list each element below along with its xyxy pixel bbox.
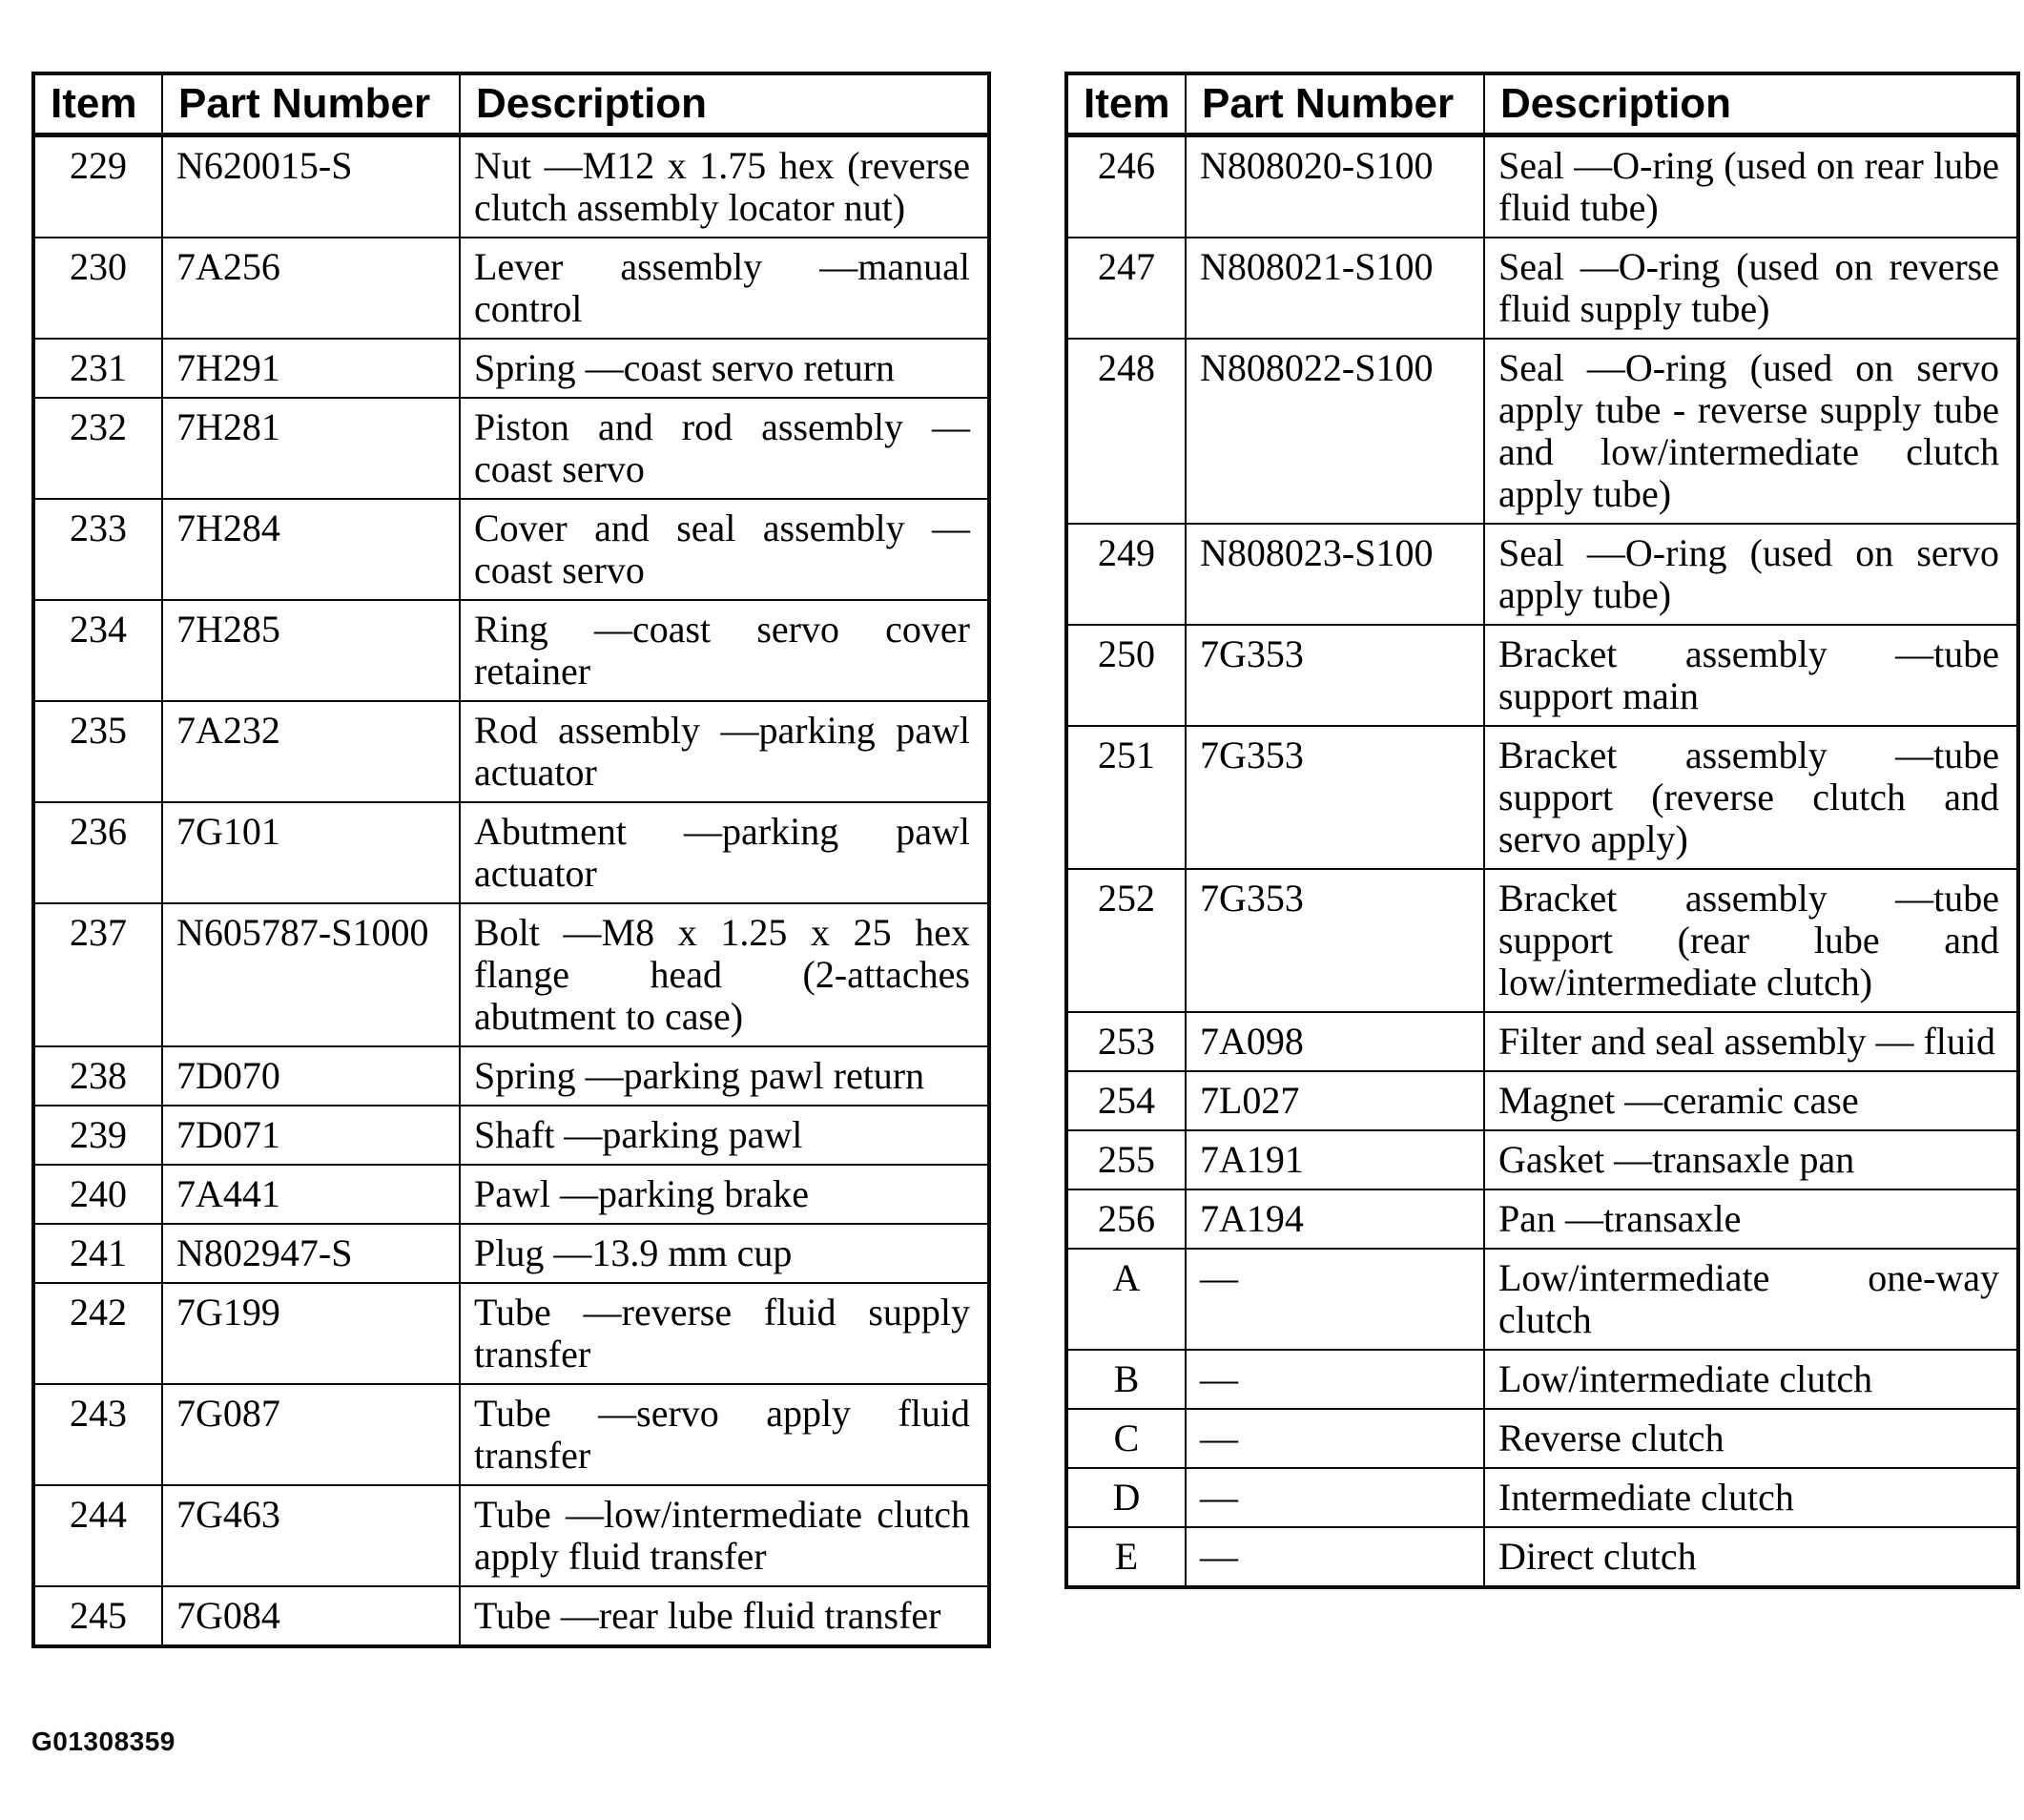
description-cell: Rod assembly —parking pawl actuator [460, 701, 989, 802]
table-row [1066, 339, 2018, 524]
item-cell: 244 [33, 1485, 162, 1586]
figure-id-label: G01308359 [31, 1727, 176, 1756]
table-row [1066, 1071, 2018, 1130]
description-cell: Low/intermediate one-way clutch [1484, 1249, 2018, 1350]
part-number-cell: 7A194 [1186, 1189, 1484, 1249]
description-cell: Seal —O-ring (used on rear lube fluid tube) [1484, 135, 2018, 238]
item-cell: 254 [1066, 1071, 1186, 1130]
description-cell: Direct clutch [1484, 1527, 2018, 1587]
part-number-cell: 7G084 [162, 1586, 460, 1646]
table-row [33, 1384, 989, 1485]
header-row [1066, 73, 2018, 135]
part-number-cell: 7A232 [162, 701, 460, 802]
table-row [33, 135, 989, 238]
part-number-cell: 7H291 [162, 339, 460, 398]
table-row [1066, 1527, 2018, 1587]
table-row [1066, 1249, 2018, 1350]
item-cell: 234 [33, 600, 162, 701]
table-row [33, 1283, 989, 1384]
table-row [33, 1046, 989, 1106]
item-cell: 245 [33, 1586, 162, 1646]
part-number-cell: N620015-S [162, 135, 460, 238]
description-cell: Plug —13.9 mm cup [460, 1224, 989, 1283]
part-number-cell: 7D070 [162, 1046, 460, 1106]
item-cell: 243 [33, 1384, 162, 1485]
item-cell: D [1066, 1468, 1186, 1527]
item-cell: 232 [33, 398, 162, 499]
part-number-cell: — [1186, 1468, 1484, 1527]
column-header-item: Item [1066, 73, 1186, 135]
table-row [1066, 1350, 2018, 1409]
description-cell: Cover and seal assembly — coast servo [460, 499, 989, 600]
table-row [1066, 625, 2018, 726]
description-cell: Intermediate clutch [1484, 1468, 2018, 1527]
part-number-cell: — [1186, 1409, 1484, 1468]
column-header-item: Item [33, 73, 162, 135]
part-number-cell: 7L027 [1186, 1071, 1484, 1130]
part-number-cell: 7G463 [162, 1485, 460, 1586]
parts-table-right [1064, 72, 2020, 1589]
column-header-description: Description [1484, 73, 2018, 135]
description-cell: Seal —O-ring (used on servo apply tube) [1484, 524, 2018, 625]
item-cell: 256 [1066, 1189, 1186, 1249]
table-row [33, 1224, 989, 1283]
description-cell: Seal —O-ring (used on reverse fluid supply tube) [1484, 238, 2018, 339]
description-cell: Tube —reverse fluid supply transfer [460, 1283, 989, 1384]
item-cell: 242 [33, 1283, 162, 1384]
description-cell: Abutment —parking pawl actuator [460, 802, 989, 903]
part-number-cell: N808022-S100 [1186, 339, 1484, 524]
table-row [33, 398, 989, 499]
table-row [1066, 238, 2018, 339]
description-cell: Bolt —M8 x 1.25 x 25 hex flange head (2-attaches abutment to case) [460, 903, 989, 1046]
item-cell: A [1066, 1249, 1186, 1350]
description-cell: Lever assembly —manual control [460, 238, 989, 339]
table-row [1066, 135, 2018, 238]
part-number-cell: 7H281 [162, 398, 460, 499]
table-row [1066, 726, 2018, 869]
part-number-cell: 7A441 [162, 1165, 460, 1224]
description-cell: Ring —coast servo cover retainer [460, 600, 989, 701]
item-cell: 238 [33, 1046, 162, 1106]
part-number-cell: 7A098 [1186, 1012, 1484, 1071]
part-number-cell: N802947-S [162, 1224, 460, 1283]
part-number-cell: 7G353 [1186, 625, 1484, 726]
item-cell: B [1066, 1350, 1186, 1409]
description-cell: Seal —O-ring (used on servo apply tube - reverse supply tube and low/intermediate clutch apply tube) [1484, 339, 2018, 524]
part-number-cell: — [1186, 1350, 1484, 1409]
item-cell: 235 [33, 701, 162, 802]
description-cell: Low/intermediate clutch [1484, 1350, 2018, 1409]
item-cell: 249 [1066, 524, 1186, 625]
item-cell: 248 [1066, 339, 1186, 524]
item-cell: 253 [1066, 1012, 1186, 1071]
item-cell: 239 [33, 1106, 162, 1165]
description-cell: Pan —transaxle [1484, 1189, 2018, 1249]
table-row [1066, 1409, 2018, 1468]
part-number-cell: 7G101 [162, 802, 460, 903]
description-cell: Tube —rear lube fluid transfer [460, 1586, 989, 1646]
part-number-cell: 7G353 [1186, 726, 1484, 869]
item-cell: 246 [1066, 135, 1186, 238]
description-cell: Magnet —ceramic case [1484, 1071, 2018, 1130]
description-cell: Tube —low/intermediate clutch apply fluid transfer [460, 1485, 989, 1586]
part-number-cell: 7A256 [162, 238, 460, 339]
table-row [1066, 1012, 2018, 1071]
table-row [33, 339, 989, 398]
item-cell: 241 [33, 1224, 162, 1283]
description-cell: Piston and rod assembly — coast servo [460, 398, 989, 499]
table-row [33, 1485, 989, 1586]
description-cell: Bracket assembly —tube support (rear lube and low/intermediate clutch) [1484, 869, 2018, 1012]
item-cell: 237 [33, 903, 162, 1046]
description-cell: Nut —M12 x 1.75 hex (reverse clutch assembly locator nut) [460, 135, 989, 238]
table-row [33, 1106, 989, 1165]
item-cell: 250 [1066, 625, 1186, 726]
item-cell: C [1066, 1409, 1186, 1468]
part-number-cell: — [1186, 1249, 1484, 1350]
item-cell: 233 [33, 499, 162, 600]
description-cell: Tube —servo apply fluid transfer [460, 1384, 989, 1485]
part-number-cell: 7A191 [1186, 1130, 1484, 1189]
column-header-part-number: Part Number [162, 73, 460, 135]
table-row [1066, 869, 2018, 1012]
item-cell: 252 [1066, 869, 1186, 1012]
part-number-cell: 7D071 [162, 1106, 460, 1165]
table-row [1066, 524, 2018, 625]
item-cell: 247 [1066, 238, 1186, 339]
part-number-cell: 7G353 [1186, 869, 1484, 1012]
table-row [33, 701, 989, 802]
item-cell: 230 [33, 238, 162, 339]
item-cell: 240 [33, 1165, 162, 1224]
description-cell: Spring —parking pawl return [460, 1046, 989, 1106]
description-cell: Bracket assembly —tube support main [1484, 625, 2018, 726]
table-row [33, 499, 989, 600]
table-row [33, 1165, 989, 1224]
table-row [1066, 1130, 2018, 1189]
description-cell: Bracket assembly —tube support (reverse clutch and servo apply) [1484, 726, 2018, 869]
part-number-cell: N808020-S100 [1186, 135, 1484, 238]
description-cell: Gasket —transaxle pan [1484, 1130, 2018, 1189]
item-cell: 255 [1066, 1130, 1186, 1189]
table-row [1066, 1189, 2018, 1249]
table-row [33, 903, 989, 1046]
part-number-cell: 7G087 [162, 1384, 460, 1485]
table-row [1066, 1468, 2018, 1527]
description-cell: Filter and seal assembly — fluid [1484, 1012, 2018, 1071]
part-number-cell: 7H285 [162, 600, 460, 701]
part-number-cell: N605787-S1000 [162, 903, 460, 1046]
part-number-cell: 7G199 [162, 1283, 460, 1384]
item-cell: E [1066, 1527, 1186, 1587]
item-cell: 231 [33, 339, 162, 398]
part-number-cell: 7H284 [162, 499, 460, 600]
part-number-cell: N808021-S100 [1186, 238, 1484, 339]
part-number-cell: — [1186, 1527, 1484, 1587]
item-cell: 251 [1066, 726, 1186, 869]
description-cell: Pawl —parking brake [460, 1165, 989, 1224]
description-cell: Spring —coast servo return [460, 339, 989, 398]
table-row [33, 600, 989, 701]
item-cell: 229 [33, 135, 162, 238]
table-row [33, 238, 989, 339]
item-cell: 236 [33, 802, 162, 903]
parts-table-left [31, 72, 991, 1648]
description-cell: Shaft —parking pawl [460, 1106, 989, 1165]
table-row [33, 1586, 989, 1646]
column-header-description: Description [460, 73, 989, 135]
description-cell: Reverse clutch [1484, 1409, 2018, 1468]
header-row [33, 73, 989, 135]
table-row [33, 802, 989, 903]
column-header-part-number: Part Number [1186, 73, 1484, 135]
part-number-cell: N808023-S100 [1186, 524, 1484, 625]
